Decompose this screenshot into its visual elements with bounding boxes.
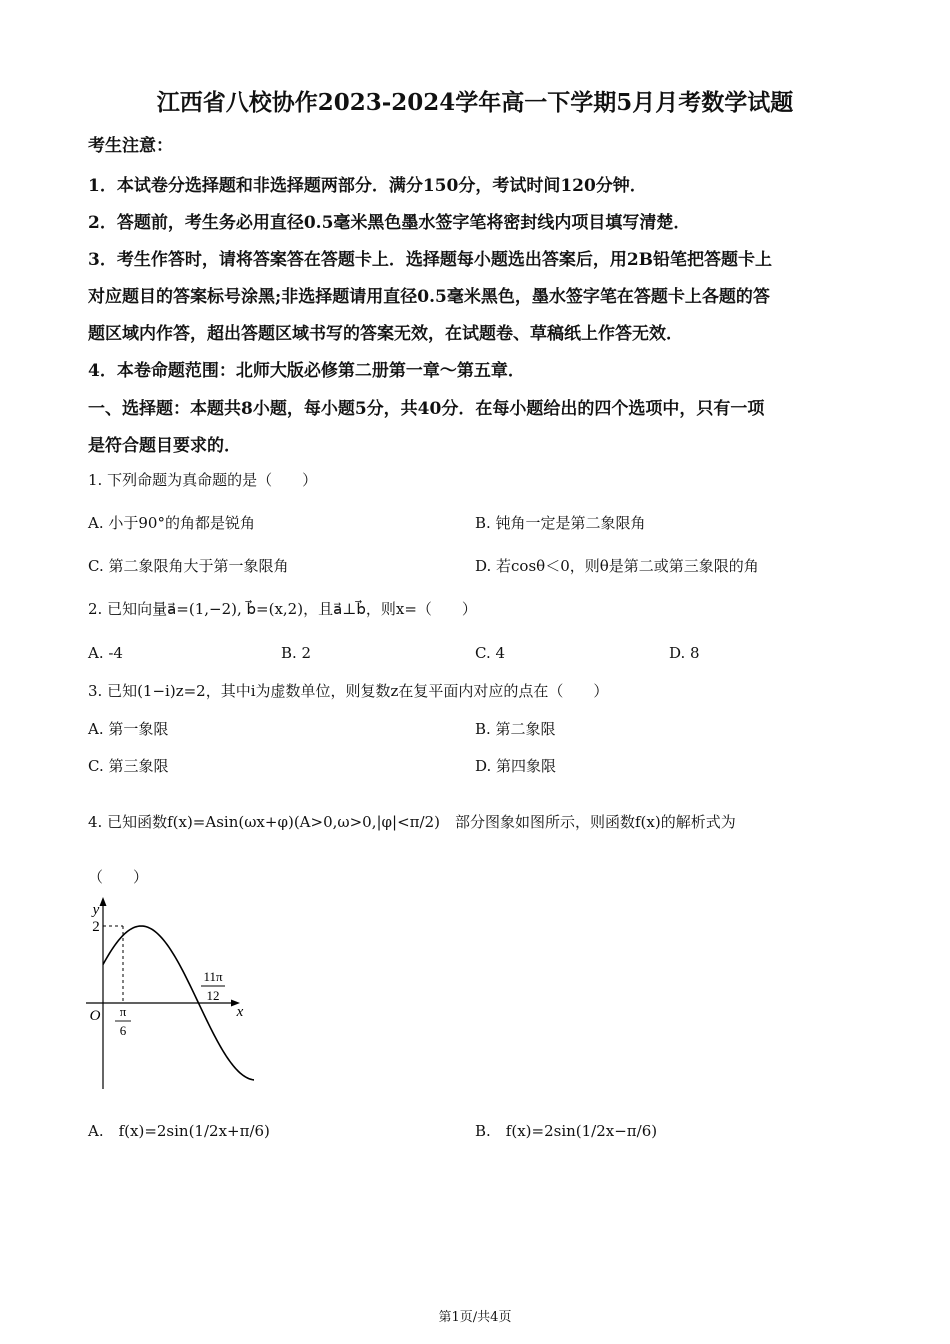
question-2-stem: 2. 已知向量a⃗=(1,−2), b⃗=(x,2)，且a⃗⊥b⃗，则x=（ ）: [88, 600, 477, 618]
question-3-option-b: B. 第二象限: [475, 720, 556, 738]
question-1-option-d: D. 若cosθ＜0，则θ是第二或第三象限的角: [475, 557, 759, 575]
origin-label: O: [89, 1008, 101, 1024]
notice-item-3: 3．考生作答时，请将答案答在答题卡上．选择题每小题选出答案后，用2B铅笔把答题卡上: [88, 250, 773, 270]
notice-item-1: 1．本试卷分选择题和非选择题两部分．满分150分，考试时间120分钟．: [88, 176, 647, 196]
x2-tick-denominator: 12: [206, 988, 220, 1003]
question-2-option-d: D. 8: [669, 644, 700, 662]
question-1-option-b: B. 钝角一定是第二象限角: [475, 514, 646, 532]
question-1-option-c: C. 第二象限角大于第一象限角: [88, 557, 289, 575]
section-heading: 一、选择题：本题共8小题，每小题5分，共40分．在每小题给出的四个选项中，只有一项: [88, 399, 765, 419]
notice-heading: 考生注意：: [88, 136, 173, 156]
question-1-option-a: A. 小于90°的角都是锐角: [88, 514, 255, 532]
x2-tick-numerator: 11π: [203, 969, 223, 984]
question-4-option-b: B. f(x)=2sin(1/2x−π/6): [475, 1122, 658, 1140]
question-4-option-a: A. f(x)=2sin(1/2x+π/6): [88, 1122, 270, 1140]
question-3-option-a: A. 第一象限: [88, 720, 169, 738]
question-2-option-a: A. -4: [88, 644, 123, 662]
x-axis-label: x: [236, 1004, 244, 1020]
question-3-stem: 3. 已知(1−i)z=2，其中i为虚数单位，则复数z在复平面内对应的点在（ ）: [88, 682, 609, 700]
question-4-stem: 4. 已知函数f(x)=Asin(ωx+φ)(A>0,ω>0,|φ|<π/2) 部分图象如图所示，则函数f(x)的解析式为: [88, 813, 736, 831]
notice-item-2: 2．答题前，考生务必用直径0.5毫米黑色墨水签字笔将密封线内项目填写清楚．: [88, 213, 691, 233]
x-tick-numerator: π: [119, 1004, 127, 1019]
question-3-option-c: C. 第三象限: [88, 757, 169, 775]
question-1-stem: 1. 下列命题为真命题的是（ ）: [88, 471, 318, 489]
x-tick-denominator: 6: [119, 1023, 127, 1038]
section-heading-cont: 是符合题目要求的．: [88, 436, 241, 456]
notice-item-3-end: 题区域内作答，超出答题区域书写的答案无效，在试题卷、草稿纸上作答无效．: [88, 324, 683, 344]
question-2-option-b: B. 2: [281, 644, 312, 662]
question-4-paren: （ ）: [88, 868, 149, 886]
page-title: 江西省八校协作2023-2024学年高一下学期5月月考数学试题: [156, 89, 794, 116]
page-footer: 第1页/共4页: [438, 1310, 512, 1325]
question-3-option-d: D. 第四象限: [475, 757, 557, 775]
y-axis-label: y: [92, 902, 100, 918]
y-tick-label: 2: [92, 919, 100, 935]
notice-item-3-cont: 对应题目的答案标号涂黑;非选择题请用直径0.5毫米黑色，墨水签字笔在答题卡上各题的答: [88, 287, 770, 307]
sine-graph: [84, 895, 254, 1095]
y-axis-arrow: [100, 897, 107, 906]
notice-item-4: 4．本卷命题范围：北师大版必修第二册第一章～第五章．: [88, 361, 525, 381]
question-2-option-c: C. 4: [475, 644, 506, 662]
